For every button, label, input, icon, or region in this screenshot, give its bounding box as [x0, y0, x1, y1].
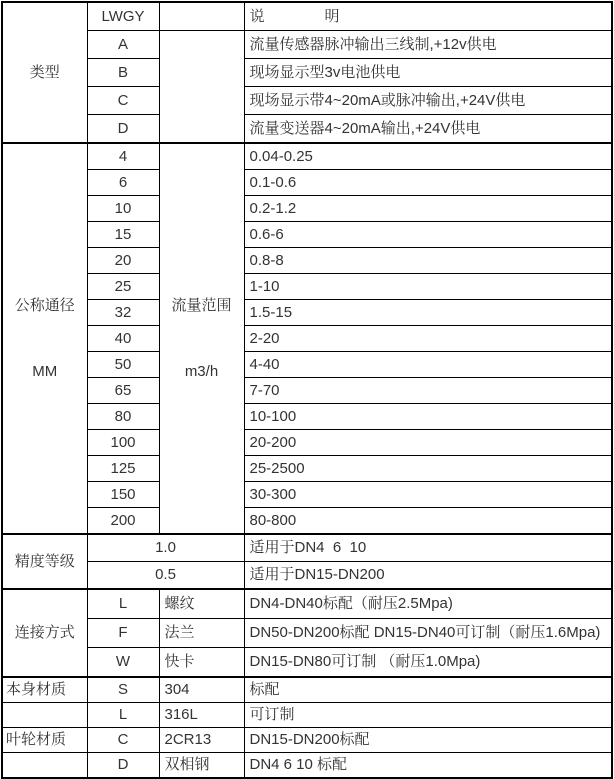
table-row — [2, 59, 612, 87]
table-row — [2, 482, 612, 508]
type-section-label: 类型 — [2, 2, 87, 143]
flow-range-value: 0.2-1.2 — [244, 196, 612, 222]
connection-code: F — [87, 619, 159, 648]
accuracy-desc: 适用于DN4 6 10 — [244, 534, 612, 562]
type-code: D — [87, 115, 159, 144]
type-desc: 流量传感器脉冲输出三线制,+12v供电 — [244, 31, 612, 59]
type-code: A — [87, 31, 159, 59]
dn-value: 6 — [87, 170, 159, 196]
dn-value: 15 — [87, 222, 159, 248]
table-row — [2, 677, 612, 703]
material-name: 2CR13 — [159, 728, 244, 753]
material-desc: 可订制 — [244, 703, 612, 728]
table-row — [2, 589, 612, 619]
dn-value: 50 — [87, 352, 159, 378]
diameter-label-line2: MM — [32, 363, 58, 381]
type-code: B — [87, 59, 159, 87]
table-row — [2, 562, 612, 590]
table-row — [2, 196, 612, 222]
connection-code: W — [87, 648, 159, 678]
type-code: C — [87, 87, 159, 115]
diameter-section-label — [2, 143, 87, 534]
dn-value: 65 — [87, 378, 159, 404]
material-code: S — [87, 677, 159, 703]
dn-value: 32 — [87, 300, 159, 326]
flow-range-value: 1.5-15 — [244, 300, 612, 326]
material-name: 316L — [159, 703, 244, 728]
dn-value: 80 — [87, 404, 159, 430]
material-desc: DN15-DN200标配 — [244, 728, 612, 753]
table-row — [2, 703, 612, 728]
type-desc: 流量变送器4~20mA输出,+24V供电 — [244, 115, 612, 144]
type-desc: 现场显示型3v电池供电 — [244, 59, 612, 87]
table-row — [2, 728, 612, 753]
table-row — [2, 508, 612, 535]
empty-header-cell — [159, 2, 244, 31]
dn-value: 10 — [87, 196, 159, 222]
table-row — [2, 404, 612, 430]
material-name: 双相钢 — [159, 753, 244, 779]
flow-range-value: 0.1-0.6 — [244, 170, 612, 196]
accuracy-value: 1.0 — [87, 534, 244, 562]
flow-range-value: 0.8-8 — [244, 248, 612, 274]
table-row — [2, 352, 612, 378]
empty-merged-cell — [159, 31, 244, 144]
flow-range-value: 10-100 — [244, 404, 612, 430]
material-code: C — [87, 728, 159, 753]
flow-range-value: 25-2500 — [244, 456, 612, 482]
flow-range-value: 30-300 — [244, 482, 612, 508]
connection-name: 螺纹 — [159, 589, 244, 619]
material-label-empty — [2, 753, 87, 779]
table-row — [2, 274, 612, 300]
flow-range-value: 80-800 — [244, 508, 612, 535]
dn-value: 25 — [87, 274, 159, 300]
body-material-section-label: 本身材质 — [2, 677, 87, 703]
material-name: 304 — [159, 677, 244, 703]
connection-desc: DN15-DN80可订制 （耐压1.0Mpa) — [244, 648, 612, 678]
accuracy-desc: 适用于DN15-DN200 — [244, 562, 612, 590]
flow-range-label — [159, 143, 244, 534]
connection-desc: DN4-DN40标配（耐压2.5Mpa) — [244, 589, 612, 619]
connection-desc: DN50-DN200标配 DN15-DN40可订制（耐压1.6Mpa) — [244, 619, 612, 648]
table-row — [2, 115, 612, 144]
table-row — [2, 87, 612, 115]
dn-value: 100 — [87, 430, 159, 456]
dn-value: 20 — [87, 248, 159, 274]
dn-value: 125 — [87, 456, 159, 482]
flow-range-value: 2-20 — [244, 326, 612, 352]
accuracy-section-label: 精度等级 — [2, 534, 87, 589]
material-desc: DN4 6 10 标配 — [244, 753, 612, 779]
table-row — [2, 648, 612, 678]
table-row — [2, 456, 612, 482]
material-code: D — [87, 753, 159, 779]
table-row — [2, 170, 612, 196]
impeller-material-section-label: 叶轮材质 — [2, 728, 87, 753]
flow-range-value: 7-70 — [244, 378, 612, 404]
flow-range-value: 1-10 — [244, 274, 612, 300]
table-row — [2, 222, 612, 248]
connection-name: 法兰 — [159, 619, 244, 648]
flow-meter-spec-table — [1, 1, 613, 779]
table-row — [2, 300, 612, 326]
table-row — [2, 378, 612, 404]
material-code: L — [87, 703, 159, 728]
accuracy-value: 0.5 — [87, 562, 244, 590]
dn-value: 4 — [87, 143, 159, 170]
table-row — [2, 430, 612, 456]
flow-range-value: 0.04-0.25 — [244, 143, 612, 170]
table-row — [2, 248, 612, 274]
table-row — [2, 31, 612, 59]
flow-range-value: 20-200 — [244, 430, 612, 456]
diameter-label-line1: 公称通径 — [14, 296, 75, 314]
material-desc: 标配 — [244, 677, 612, 703]
flow-range-label-line1: 流量范围 — [171, 296, 232, 314]
table-row — [2, 753, 612, 779]
dn-value: 150 — [87, 482, 159, 508]
type-desc: 现场显示带4~20mA或脉冲输出,+24V供电 — [244, 87, 612, 115]
dn-value: 40 — [87, 326, 159, 352]
flow-range-value: 0.6-6 — [244, 222, 612, 248]
connection-name: 快卡 — [159, 648, 244, 678]
table-row — [2, 534, 612, 562]
flow-range-label-line2: m3/h — [184, 363, 219, 381]
description-header: 说 明 — [244, 2, 612, 31]
table-row — [2, 143, 612, 170]
flow-range-value: 4-40 — [244, 352, 612, 378]
table-row — [2, 326, 612, 352]
dn-value: 200 — [87, 508, 159, 535]
connection-section-label: 连接方式 — [2, 589, 87, 677]
model-code-header: LWGY — [87, 2, 159, 31]
table-row — [2, 619, 612, 648]
connection-code: L — [87, 589, 159, 619]
material-label-empty — [2, 703, 87, 728]
spec-sheet — [0, 1, 614, 774]
